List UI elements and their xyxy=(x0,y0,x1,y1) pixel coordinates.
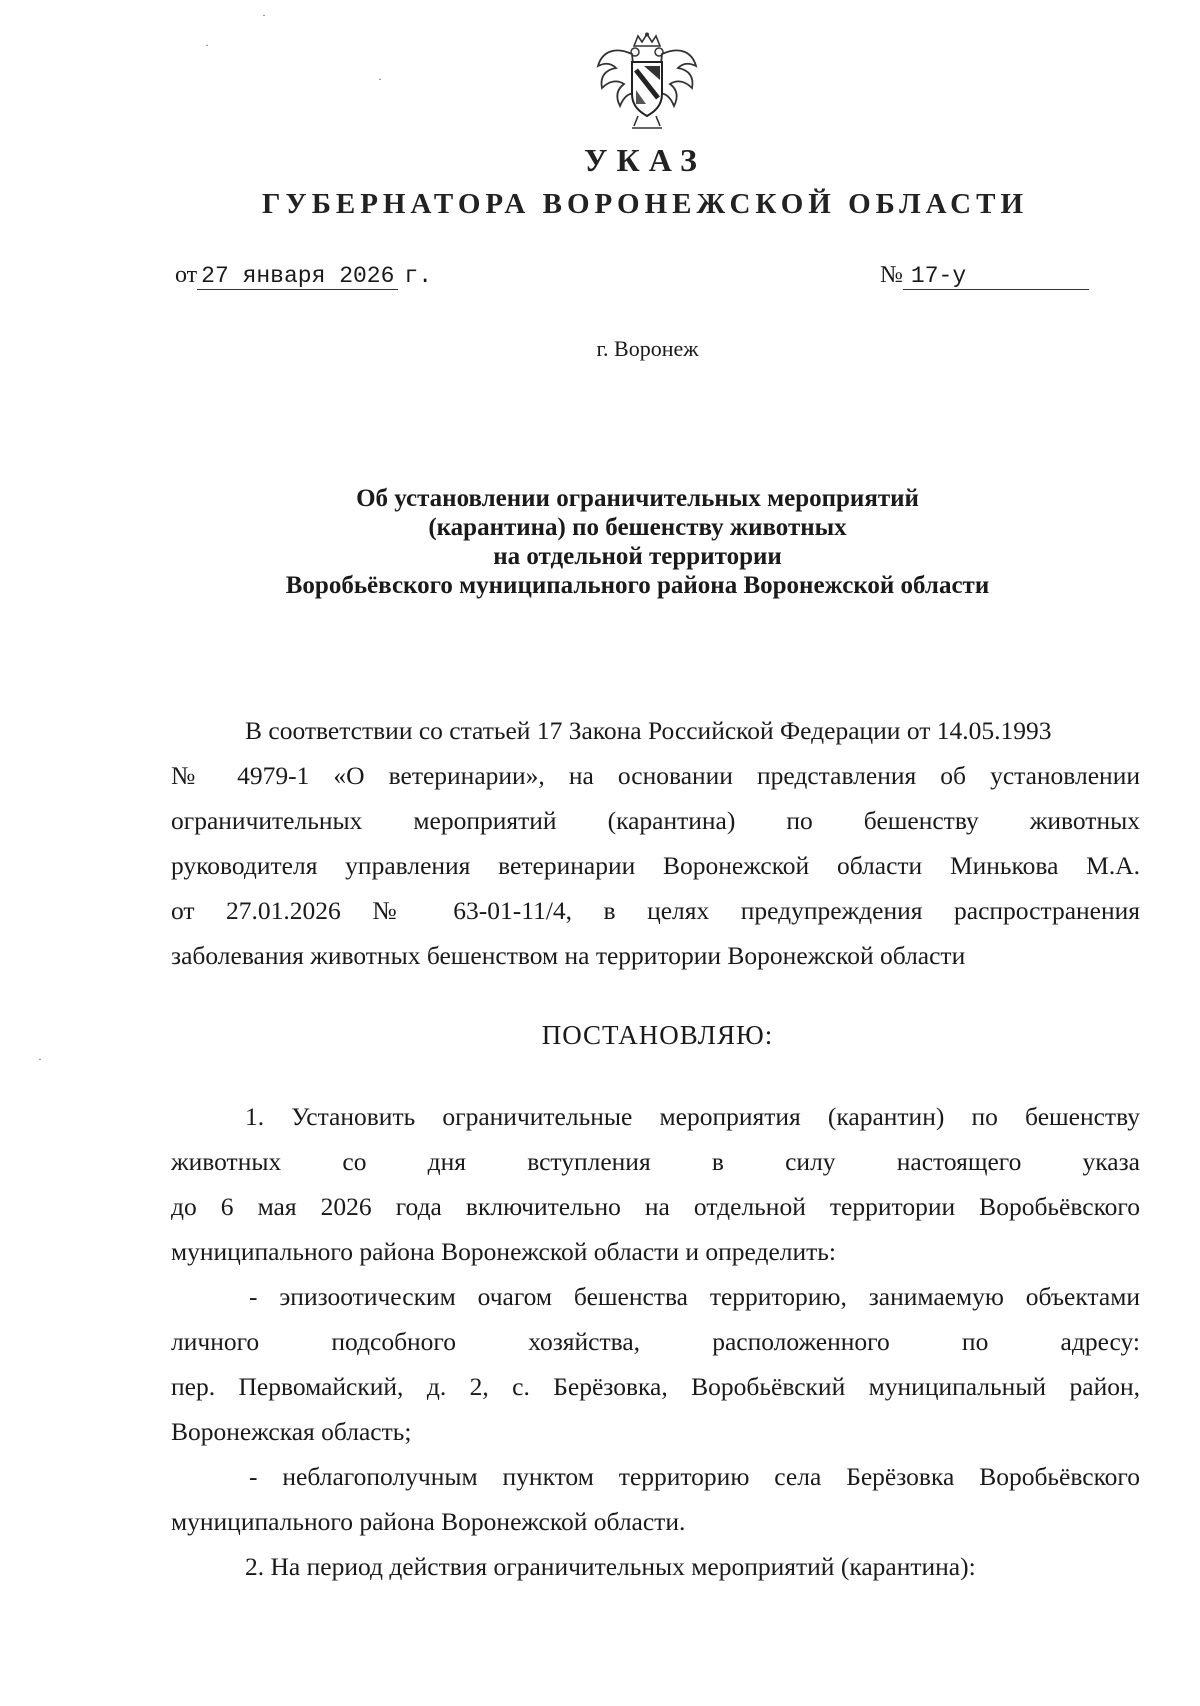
text-line: личного подсобного хозяйства, расположенного по адресу: xyxy=(171,1327,1140,1356)
bullet-2-paragraph xyxy=(171,1454,1140,1544)
text-line: - неблагополучным пунктом территорию села Берёзовка Воробьёвского xyxy=(249,1462,1140,1491)
heading-line: Об установлении ограничительных мероприятий xyxy=(356,485,919,512)
text-line: 1. Установить ограничительные мероприятия (карантин) по бешенству xyxy=(245,1102,1140,1131)
decree-word: ПОСТАНОВЛЯЮ: xyxy=(541,1020,774,1050)
document-number xyxy=(880,262,1089,290)
scan-speck: · xyxy=(262,8,266,22)
document-date xyxy=(175,262,432,290)
issuer-title: ГУБЕРНАТОРА ВОРОНЕЖСКОЙ ОБЛАСТИ xyxy=(261,188,1029,220)
text-line: № 4979-1 «О ветеринарии», на основании представления об установлении xyxy=(171,761,1140,790)
coat-of-arms-icon xyxy=(592,32,702,132)
text-line: - эпизоотическим очагом бешенства территорию, занимаемую объектами xyxy=(249,1282,1140,1311)
number-prefix: № xyxy=(880,262,903,288)
date-prefix: от xyxy=(175,262,198,288)
city-line: г. Воронеж xyxy=(596,336,699,361)
text-line: В соответствии со статьей 17 Закона Российской Федерации от 14.05.1993 xyxy=(245,716,1052,745)
date-value: 27 января 2026 xyxy=(197,263,398,290)
scan-speck: · xyxy=(205,38,209,52)
scan-speck: · xyxy=(378,72,382,86)
bullet-1-paragraph xyxy=(171,1274,1140,1454)
document-heading xyxy=(0,484,1200,600)
text-line: руководителя управления ветеринарии Воронежской области Минькова М.А. xyxy=(171,851,1140,880)
scan-speck: · xyxy=(38,1052,42,1066)
document-type-title: УКАЗ xyxy=(584,142,706,178)
number-value: 17-у xyxy=(903,263,1089,290)
text-line: ограничительных мероприятий (карантина) по бешенству животных xyxy=(171,806,1140,835)
text-line: до 6 мая 2026 года включительно на отдельной территории Воробьёвского xyxy=(171,1192,1140,1221)
heading-line: (карантина) по бешенству животных xyxy=(428,514,847,541)
text-line: муниципального района Воронежской области. xyxy=(171,1507,686,1536)
text-line: пер. Первомайский, д. 2, с. Берёзовка, Воробьёвский муниципальный район, xyxy=(171,1372,1140,1401)
item-1-paragraph xyxy=(171,1094,1140,1274)
text-line: 2. На период действия ограничительных мероприятий (карантина): xyxy=(245,1552,976,1581)
heading-line: на отдельной территории xyxy=(493,543,782,570)
text-line: Воронежская область; xyxy=(171,1417,412,1446)
text-line: от 27.01.2026 № 63-01-11/4, в целях предупреждения распространения xyxy=(171,896,1140,925)
text-line: муниципального района Воронежской области и определить: xyxy=(171,1237,837,1266)
item-2-paragraph xyxy=(171,1544,1140,1589)
heading-line: Воробьёвского муниципального района Воронежской области xyxy=(285,572,990,599)
text-line: животных со дня вступления в силу настоящего указа xyxy=(171,1147,1140,1176)
date-suffix: г. xyxy=(404,263,433,289)
text-line: заболевания животных бешенством на территории Воронежской области xyxy=(171,941,966,970)
preamble-paragraph xyxy=(171,708,1140,978)
